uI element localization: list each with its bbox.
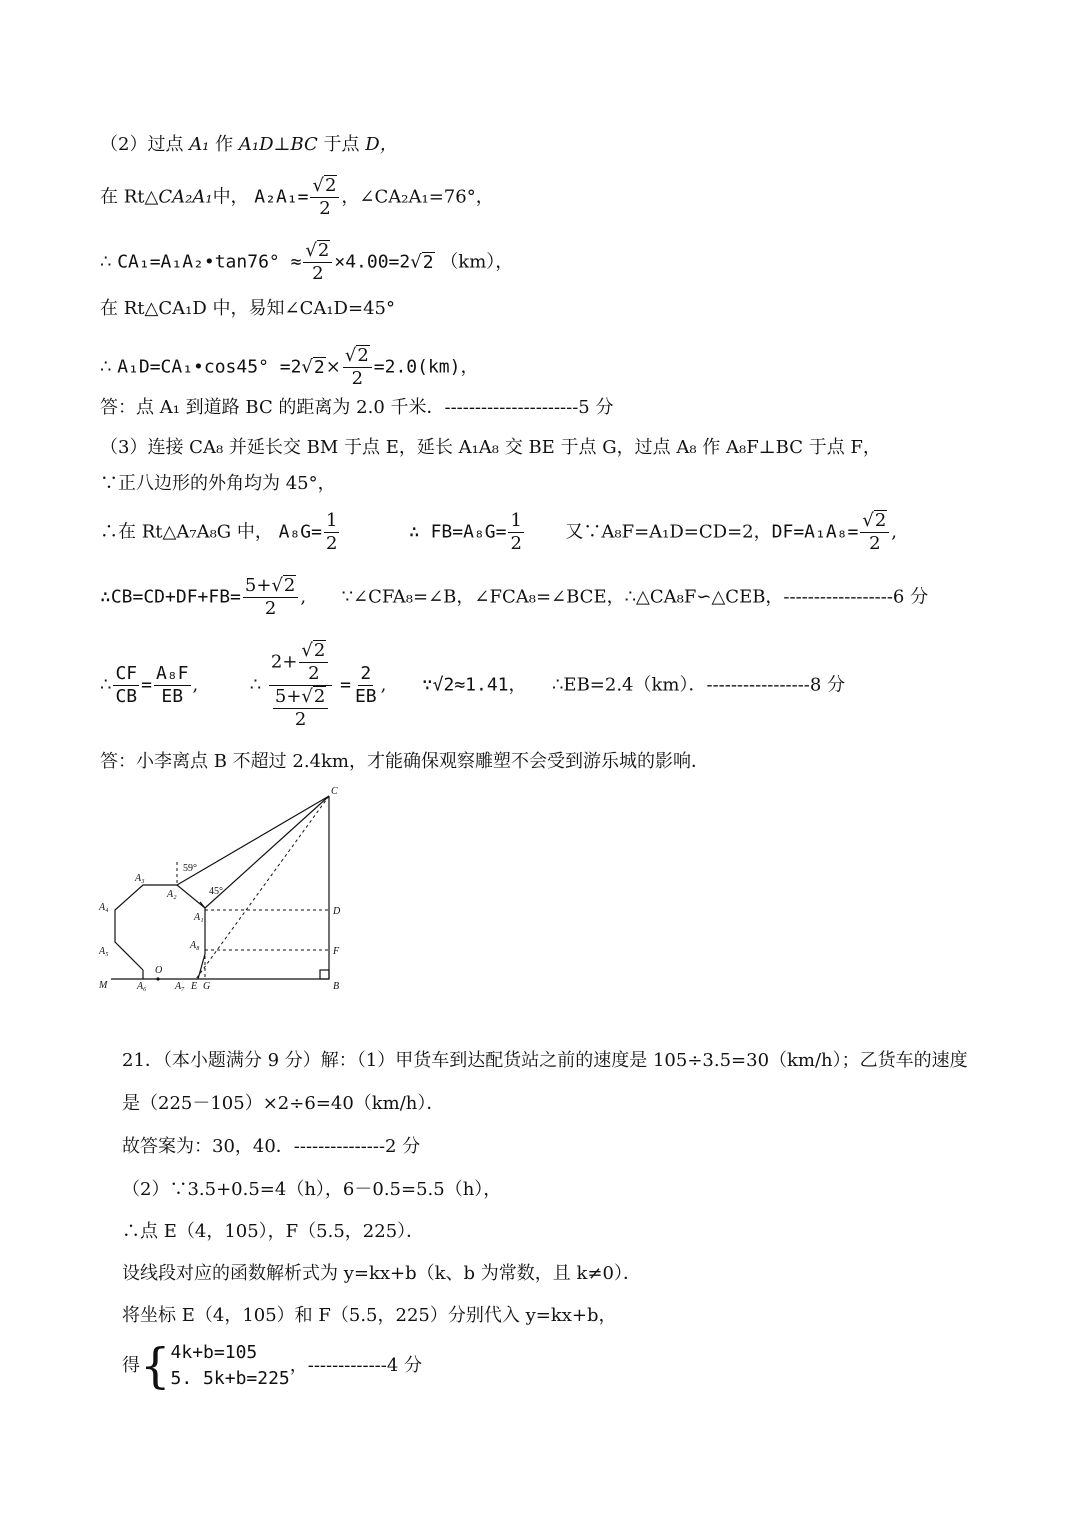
svg-text:G: G: [203, 981, 211, 992]
q21-line-4: （2）∵3.5+0.5=4（h），6－0.5=5.5（h），: [122, 1179, 502, 1200]
svg-text:A₈: A₈: [190, 940, 200, 951]
octagon-angle: ∵正八边形的外角均为 45°，: [100, 473, 336, 494]
answer-2: 答：小李离点 B 不超过 2.4km，才能确保观察雕塑不会受到游乐城的影响．: [100, 751, 709, 772]
line-a2c: [177, 796, 329, 885]
part3-intro: （3）连接 CA₈ 并延长交 BM 于点 E，延长 A₁A₈ 交 BE 于点 G，过点 A₈ 作 A₈F⊥BC 于点 F，: [100, 437, 881, 458]
ratio-line: ∴ $\frac{CF}{CB}$ = $\frac{\text{A₈F}}{EB}$ , ∴ 2+ $\frac{√2}{2}$ $\frac{5+√2}{2}$ = $\frac{2}{EB}$ , ∵√2≈1.41， ∴EB=2.4（km）．-----------------8 分: [100, 640, 846, 730]
part2-intro: （2）过点 A₁ 作 A₁D⊥BC 于点 D，: [100, 134, 398, 155]
svg-text:F: F: [333, 946, 340, 957]
q21-system: 得{ 4k+b=105 5. 5k+b=225 ，-------------4 分: [122, 1338, 423, 1394]
svg-text:45°: 45°: [209, 886, 223, 897]
right-angle-mark: [320, 970, 329, 979]
q21-line-2: 是（225－105）×2÷6=40（km/h）．: [122, 1093, 445, 1114]
q21-line-7: 将坐标 E（4，105）和 F（5.5，225）分别代入 y=kx+b，: [122, 1305, 617, 1326]
line-a1c: [205, 796, 329, 908]
svg-text:M: M: [99, 980, 108, 991]
svg-text:D: D: [333, 906, 341, 917]
q21-line-1: 21．（本小题满分 9 分）解：（1）甲货车到达配货站之前的速度是 105÷3.5=30（km/h）；乙货车的速度: [122, 1050, 968, 1071]
svg-text:A₃: A₃: [135, 873, 145, 884]
svg-text:A₄: A₄: [99, 902, 109, 913]
svg-text:O: O: [155, 965, 163, 976]
rt-ca1d-line: 在 Rt△CA₁D 中，易知∠CA₁D=45°: [100, 298, 395, 319]
q21-line-3: 故答案为：30，40．---------------2 分: [122, 1136, 421, 1157]
svg-text:A₇: A₇: [175, 981, 185, 992]
answer-1: 答：点 A₁ 到道路 BC 的距离为 2.0 千米．----------------------5 分: [100, 397, 614, 418]
q21-line-5: ∴点 E（4，105），F（5.5，225）．: [122, 1221, 425, 1242]
svg-text:59°: 59°: [183, 863, 197, 874]
svg-text:C: C: [331, 786, 338, 797]
a1d-calc: ∴ A₁D=CA₁•cos45° =2√2× $\frac{√2}{2}$ =2.0(km)，: [100, 345, 479, 389]
svg-text:A₁: A₁: [194, 912, 204, 923]
svg-text:A₆: A₆: [137, 981, 147, 992]
rt-ca2a1-line: 在 Rt△CA₂A₁中， A₂A₁= $\frac{√2}{2}$ ，∠CA₂A₁=76°，: [100, 175, 494, 219]
svg-text:B: B: [333, 981, 340, 992]
svg-text:E: E: [191, 981, 198, 992]
svg-text:A₂: A₂: [167, 889, 177, 900]
ca1-calc: ∴ CA₁=A₁A₂•tan76° ≈ $\frac{√2}{2}$ ×4.00=2√2 （km），: [100, 240, 514, 284]
cb-line: ∴CB=CD+DF+FB= $\frac{5+√2}{2}$ , ∵∠CFA₈=∠B，∠FCA₈=∠BCE，∴△CA₈F∽△CEB，------------------6 分: [100, 575, 929, 619]
svg-text:A₅: A₅: [99, 946, 109, 957]
point-o: [156, 977, 159, 980]
geometry-figure: [93, 782, 353, 997]
a8g-line: ∴在 Rt△A₇A₈G 中， A₈G= $\frac{1}{2}$ ∴ FB=A₈G= $\frac{1}{2}$ 又∵A₈F=A₁D=CD=2，DF=A₁A₈= $\frac{√2}{2}$ ,: [100, 510, 898, 554]
q21-line-6: 设线段对应的函数解析式为 y=kx+b（k、b 为常数，且 k≠0）．: [122, 1263, 641, 1284]
